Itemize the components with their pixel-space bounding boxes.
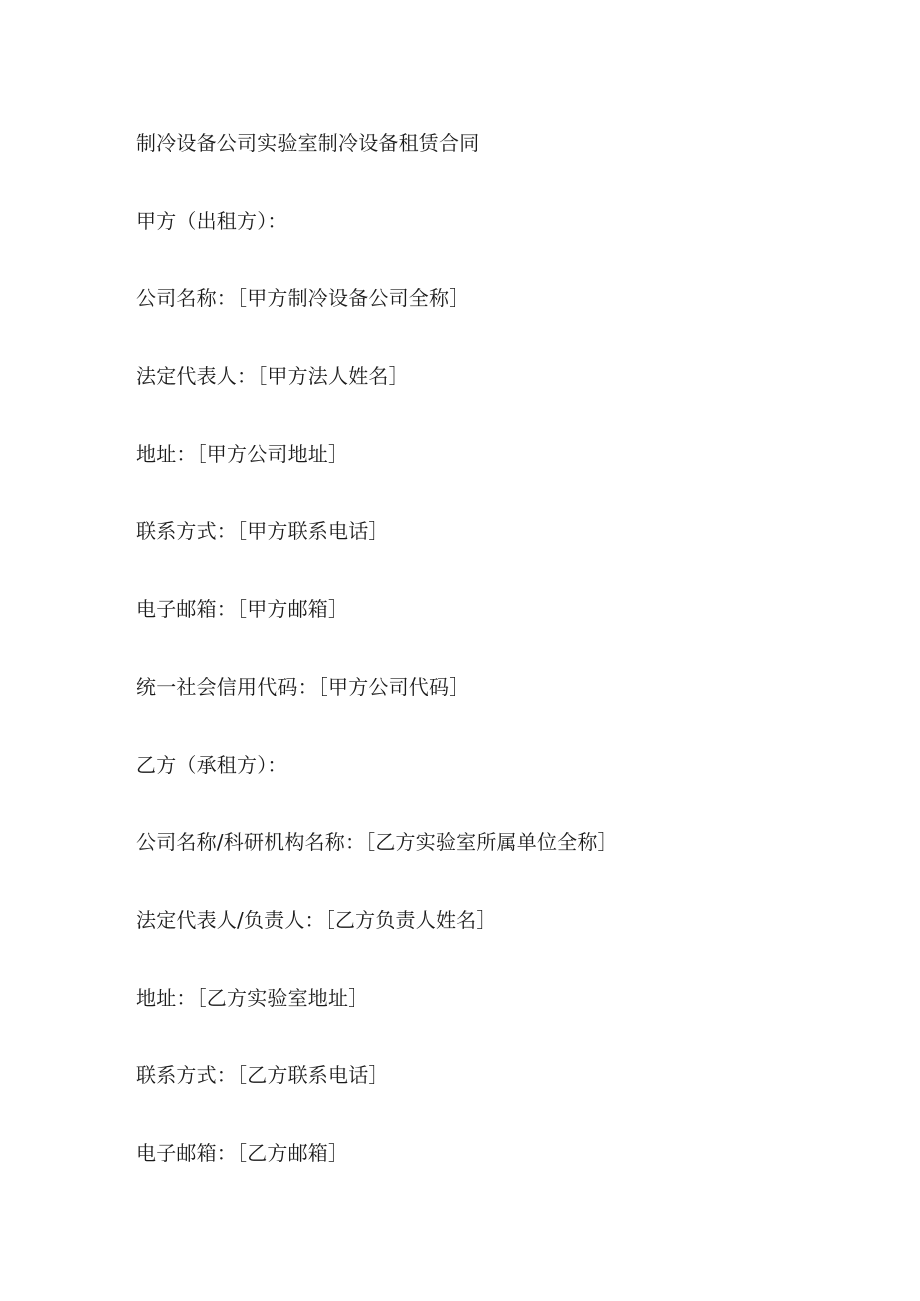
party-a-contact: 联系方式：［甲方联系电话］ (136, 519, 389, 544)
party-b-company-name: 公司名称/科研机构名称：［乙方实验室所属单位全称］ (136, 830, 618, 855)
contract-text (136, 129, 618, 1217)
party-b-address: 地址：［乙方实验室地址］ (136, 985, 369, 1010)
party-b-contact: 联系方式：［乙方联系电话］ (136, 1063, 389, 1088)
party-b-legal-rep: 法定代表人/负责人：［乙方负责人姓名］ (136, 907, 497, 932)
party-a-credit-code: 统一社会信用代码：［甲方公司代码］ (136, 674, 470, 699)
party-b-email: 电子邮箱：［乙方邮箱］ (136, 1140, 349, 1165)
document-title: 制冷设备公司实验室制冷设备租赁合同 (136, 131, 480, 155)
party-a-legal-rep: 法定代表人：［甲方法人姓名］ (136, 364, 409, 389)
party-a-address: 地址：［甲方公司地址］ (136, 441, 349, 466)
party-a-heading: 甲方（出租方）： (136, 208, 288, 233)
party-b-heading: 乙方（承租方）： (136, 752, 288, 777)
party-a-email: 电子邮箱：［甲方邮箱］ (136, 597, 349, 622)
party-a-company-name: 公司名称：［甲方制冷设备公司全称］ (136, 286, 470, 311)
